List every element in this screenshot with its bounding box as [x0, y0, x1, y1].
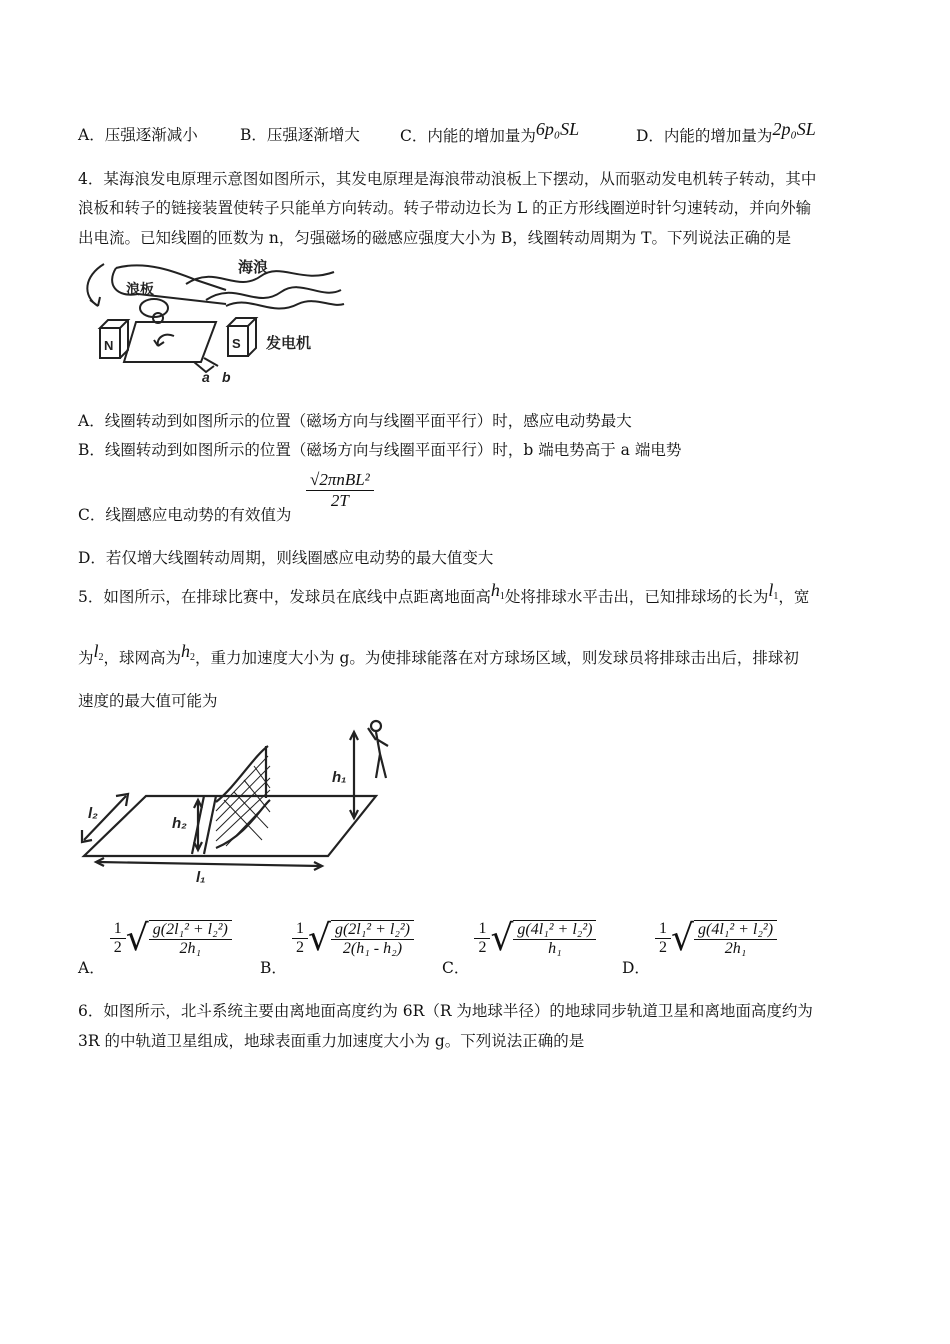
q5-b-den: 2(h₁ - h₂)	[342, 939, 403, 957]
terminal-a-label: a	[202, 369, 210, 385]
q5-l2-var	[94, 641, 104, 661]
q5-l1-var	[768, 580, 778, 600]
magnet-n-label: N	[104, 338, 114, 353]
q5-a-half-den: 2	[113, 939, 122, 956]
q5-l2-letter: l	[93, 641, 99, 661]
q4-c-numerator: √2πnBL²	[306, 470, 374, 491]
q5-c-den: h₁	[548, 939, 562, 957]
q5-d-num: g(4l₁² + l₂²)	[694, 921, 777, 940]
sqrt-icon: √	[490, 918, 514, 959]
q5-stem-line3: 速度的最大值可能为	[78, 692, 218, 710]
court-length-label: l₁	[196, 869, 206, 886]
q4-option-c: C．线圈感应电动势的有效值为	[78, 506, 292, 524]
q5-line2-c: ，重力加速度大小为 g。为使排球能落在对方球场区域，则发球员将排球击出后，排球初	[195, 649, 799, 667]
court-width-label: l₂	[88, 805, 98, 822]
q5-b-half-den: 2	[295, 939, 304, 956]
q4-stem-line1: 4．某海浪发电原理示意图如图所示，其发电原理是海浪带动浪板上下摆动，从而驱动发电机转子转动，其中	[78, 170, 817, 188]
q5-a-label: A．	[78, 959, 105, 977]
q5-b-half-num: 1	[292, 920, 308, 939]
q4-option-c-formula	[306, 470, 374, 511]
q5-l1-letter: l	[768, 580, 774, 600]
q3-option-c	[400, 119, 580, 147]
board-label: 浪板	[126, 281, 154, 297]
q5-option-c	[442, 918, 596, 977]
generator-label: 发电机	[266, 335, 312, 352]
q3-option-c-text: C．内能的增加量为	[400, 127, 536, 145]
q5-stem-line1	[78, 580, 810, 614]
q5-option-d	[622, 918, 777, 977]
q5-c-num: g(4l₁² + l₂²)	[513, 921, 596, 940]
magnet-s-label: S	[232, 336, 241, 351]
q5-h1-var	[491, 580, 505, 600]
q5-a-den: 2h₁	[179, 939, 202, 957]
q5-d-half-den: 2	[659, 939, 668, 956]
q5-line1-c: ，宽	[778, 588, 810, 606]
q5-line2-a: 为	[78, 649, 94, 667]
q6-stem-line1: 6．如图所示，北斗系统主要由离地面高度约为 6R（R 为地球半径）的地球同步轨道卫星和离地面高度约为	[78, 1002, 813, 1020]
q5-d-label: D．	[622, 959, 650, 977]
q5-line1-b: 处将排球水平击出，已知排球场的长为	[504, 588, 769, 606]
q5-b-label: B．	[260, 959, 287, 977]
q5-h1-sub: 1	[499, 591, 505, 602]
q4-stem-line2: 浪板和转子的链接装置使转子只能单方向转动。转子带动边长为 L 的正方形线圈逆时针匀速转动，并向外输	[78, 199, 812, 217]
q4-option-a: A．线圈转动到如图所示的位置（磁场方向与线圈平面平行）时，感应电动势最大	[78, 412, 632, 430]
q5-b-num: g(2l₁² + l₂²)	[331, 921, 414, 940]
q4-option-b: B．线圈转动到如图所示的位置（磁场方向与线圈平面平行）时，b 端电势高于 a 端电势	[78, 441, 682, 459]
q3-option-c-expr: 6p₀SL	[535, 119, 580, 139]
q5-h2-sub: 2	[190, 652, 196, 663]
net-height-label: h₂	[172, 815, 187, 832]
q5-h1-letter: h	[490, 580, 500, 600]
q5-d-den: 2h₁	[724, 939, 747, 957]
q5-l2-sub: 2	[98, 652, 104, 663]
q4-option-d: D．若仅增大线圈转动周期，则线圈感应电动势的最大值变大	[78, 549, 494, 567]
q5-d-half-num: 1	[655, 920, 671, 939]
volleyball-court-figure	[76, 716, 406, 888]
sqrt-icon: √	[125, 918, 149, 959]
q3-option-d	[636, 119, 816, 147]
q5-stem-line2	[78, 641, 799, 675]
wave-generator-figure	[76, 254, 346, 386]
q6-stem-line2: 3R 的中轨道卫星组成，地球表面重力加速度大小为 g。下列说法正确的是	[78, 1032, 585, 1050]
q4-stem-line3: 出电流。已知线圈的匝数为 n，匀强磁场的磁感应强度大小为 B，线圈转动周期为 T。下列说法正确的是	[78, 229, 791, 247]
q3-option-d-text: D．内能的增加量为	[636, 127, 773, 145]
q3-option-d-expr: 2p₀SL	[772, 119, 816, 139]
q5-h2-var	[181, 641, 195, 661]
q5-c-label: C．	[442, 959, 470, 977]
q5-h2-letter: h	[181, 641, 191, 661]
q3-option-b: B．压强逐渐增大	[240, 126, 360, 144]
sqrt-icon: √	[671, 918, 694, 959]
q5-c-half-num: 1	[474, 920, 490, 939]
q5-c-half-den: 2	[478, 939, 487, 956]
q3-option-a: A．压强逐渐减小	[78, 126, 198, 144]
q5-line1-a: 5．如图所示，在排球比赛中，发球员在底线中点距离地面高	[78, 588, 491, 606]
q4-c-denominator: 2T	[330, 491, 349, 510]
q5-line2-b: ，球网高为	[103, 649, 182, 667]
q5-a-num: g(2l₁² + l₂²)	[149, 921, 232, 940]
wave-label: 海浪	[238, 259, 269, 276]
q5-option-b	[260, 918, 414, 977]
serve-height-label: h₁	[332, 769, 347, 786]
q5-option-a	[78, 918, 232, 977]
q5-l1-sub: 1	[773, 591, 779, 602]
sqrt-icon: √	[307, 918, 331, 959]
q5-a-half-num: 1	[110, 920, 126, 939]
terminal-b-label: b	[222, 369, 231, 385]
